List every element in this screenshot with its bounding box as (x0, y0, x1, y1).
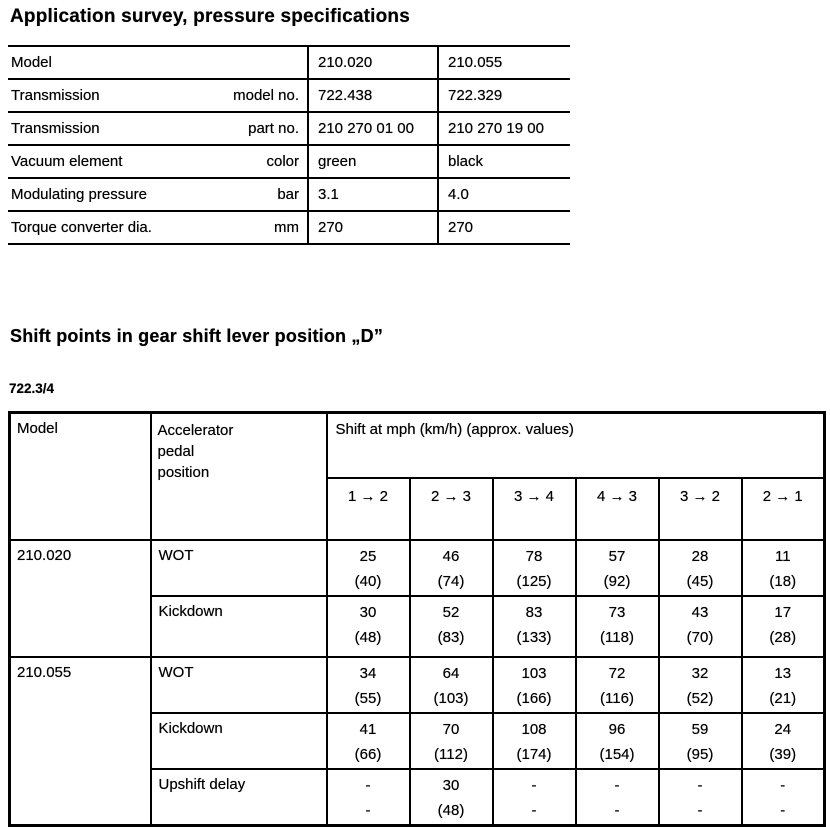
shift-label-cell: 2 → 3 (410, 478, 493, 540)
row-qualifier: mm (274, 219, 299, 236)
shift-value-cell (410, 713, 493, 769)
section-title: Shift points in gear shift lever position „D” (10, 326, 384, 346)
shift-value-cell (493, 540, 576, 596)
kmh-value: (21) (769, 690, 797, 707)
row-qualifier: color (266, 153, 299, 170)
kmh-value: (70) (686, 629, 714, 646)
kmh-value: - (697, 802, 703, 819)
mph-value: 46 (442, 548, 460, 565)
model-cell: 210.020 (10, 540, 151, 657)
kmh-value: (112) (434, 746, 468, 763)
shift-value-cell (327, 713, 410, 769)
kmh-value: - (780, 802, 786, 819)
shift-value-cell (576, 596, 659, 657)
shift-value-cell (327, 596, 410, 657)
shift-value-cell (742, 769, 825, 826)
kmh-value: (116) (600, 690, 634, 707)
spec-value-cell: 722.329 (438, 79, 570, 112)
header-pedal-cell (151, 413, 327, 541)
spec-table (8, 45, 570, 245)
shift-label-cell: 4 → 3 (576, 478, 659, 540)
spec-value-cell: 270 (308, 211, 438, 244)
spec-value-cell: 270 (438, 211, 570, 244)
shift-label-cell: 2 → 1 (742, 478, 825, 540)
row-label: Modulating pressure (11, 186, 147, 203)
row-label: Model (11, 54, 52, 71)
row-qualifier: bar (277, 186, 299, 203)
kmh-value: - (531, 802, 537, 819)
mph-value: 28 (691, 548, 709, 565)
table-row (8, 211, 570, 244)
table-row (8, 46, 570, 79)
spec-value-cell: 210.020 (308, 46, 438, 79)
kmh-value: (39) (769, 746, 797, 763)
shift-value-cell (742, 657, 825, 713)
row-label: Vacuum element (11, 153, 123, 170)
header-span-cell: Shift at mph (km/h) (approx. values) (327, 413, 825, 479)
shift-value-cell (742, 540, 825, 596)
pedal-cell: Upshift delay (151, 769, 327, 826)
shift-value-cell (327, 540, 410, 596)
shift-value-cell (659, 713, 742, 769)
kmh-value: (95) (686, 746, 714, 763)
kmh-value: (133) (516, 629, 552, 646)
row-label: Transmission (11, 87, 100, 104)
table-row (10, 657, 825, 713)
mph-value: 57 (608, 548, 626, 565)
row-qualifier: model no. (233, 87, 299, 104)
spec-value-cell: green (308, 145, 438, 178)
shift-label-cell: 3 → 2 (659, 478, 742, 540)
spec-value-cell: 3.1 (308, 178, 438, 211)
table-row (8, 145, 570, 178)
mph-value: 30 (359, 604, 377, 621)
mph-value: 24 (774, 721, 792, 738)
shift-value-cell (493, 596, 576, 657)
mph-value: 25 (359, 548, 377, 565)
pedal-cell: Kickdown (151, 713, 327, 769)
spec-label-cell (8, 112, 308, 145)
shift-value-cell (576, 657, 659, 713)
mph-value: - (780, 777, 786, 794)
kmh-value: (125) (516, 573, 552, 590)
shift-points-table (8, 411, 826, 827)
pedal-cell: WOT (151, 540, 327, 596)
kmh-value: (48) (437, 802, 465, 819)
shift-value-cell (659, 657, 742, 713)
mph-value: 70 (442, 721, 460, 738)
mph-value: 17 (774, 604, 792, 621)
shift-value-cell (659, 769, 742, 826)
mph-value: 72 (608, 665, 626, 682)
kmh-value: (28) (769, 629, 797, 646)
shift-value-cell (410, 769, 493, 826)
table-row (8, 178, 570, 211)
kmh-value: (55) (354, 690, 382, 707)
mph-value: - (614, 777, 620, 794)
kmh-value: (74) (437, 573, 465, 590)
shift-value-cell (410, 657, 493, 713)
shift-value-cell (659, 540, 742, 596)
header-row (10, 413, 825, 479)
row-label: Transmission (11, 120, 100, 137)
model-cell: 210.055 (10, 657, 151, 826)
spec-value-cell: black (438, 145, 570, 178)
shift-value-cell (576, 769, 659, 826)
table-row (8, 79, 570, 112)
mph-value: 11 (774, 548, 791, 565)
mph-value: 32 (691, 665, 709, 682)
shift-value-cell (493, 713, 576, 769)
shift-value-cell (742, 713, 825, 769)
shift-value-cell (576, 540, 659, 596)
kmh-value: (154) (599, 746, 635, 763)
mph-value: 78 (525, 548, 543, 565)
kmh-value: (48) (354, 629, 382, 646)
mph-value: 73 (608, 604, 626, 621)
kmh-value: (118) (600, 629, 634, 646)
row-label: Torque converter dia. (11, 219, 152, 236)
mph-value: 34 (359, 665, 377, 682)
mph-value: 59 (691, 721, 709, 738)
header-model-cell: Model (10, 413, 151, 541)
spec-label-cell (8, 46, 308, 79)
page-title: Application survey, pressure specifications (10, 6, 410, 27)
kmh-value: (40) (354, 573, 382, 590)
spec-label-cell (8, 211, 308, 244)
row-qualifier: part no. (248, 120, 299, 137)
spec-label-cell (8, 178, 308, 211)
mph-value: - (531, 777, 537, 794)
transmission-code-label: 722.3/4 (9, 381, 55, 396)
table-row (8, 112, 570, 145)
mph-value: 64 (442, 665, 460, 682)
kmh-value: (166) (516, 690, 552, 707)
kmh-value: (174) (516, 746, 552, 763)
pedal-cell: WOT (151, 657, 327, 713)
mph-value: 52 (442, 604, 460, 621)
kmh-value: (52) (686, 690, 714, 707)
kmh-value: (92) (603, 573, 631, 590)
shift-value-cell (493, 657, 576, 713)
pedal-cell: Kickdown (151, 596, 327, 657)
shift-label-cell: 1 → 2 (327, 478, 410, 540)
shift-value-cell (659, 596, 742, 657)
spec-value-cell: 210 270 19 00 (438, 112, 570, 145)
mph-value: 96 (608, 721, 626, 738)
spec-label-cell (8, 145, 308, 178)
mph-value: 108 (521, 721, 547, 738)
kmh-value: (18) (769, 573, 797, 590)
kmh-value: - (365, 802, 371, 819)
kmh-value: (45) (686, 573, 714, 590)
mph-value: - (697, 777, 703, 794)
table-row (10, 540, 825, 596)
shift-value-cell (742, 596, 825, 657)
mph-value: 13 (774, 665, 792, 682)
spec-value-cell: 210 270 01 00 (308, 112, 438, 145)
header-pedal-label: Accelerator pedal position (157, 422, 234, 481)
mph-value: - (365, 777, 371, 794)
shift-value-cell (493, 769, 576, 826)
shift-value-cell (327, 769, 410, 826)
mph-value: 30 (442, 777, 460, 794)
kmh-value: (66) (354, 746, 382, 763)
shift-value-cell (410, 540, 493, 596)
kmh-value: (103) (433, 690, 469, 707)
spec-value-cell: 722.438 (308, 79, 438, 112)
shift-value-cell (327, 657, 410, 713)
spec-value-cell: 210.055 (438, 46, 570, 79)
spec-label-cell (8, 79, 308, 112)
mph-value: 41 (359, 721, 377, 738)
mph-value: 43 (691, 604, 709, 621)
spec-value-cell: 4.0 (438, 178, 570, 211)
kmh-value: - (614, 802, 620, 819)
shift-value-cell (410, 596, 493, 657)
shift-value-cell (576, 713, 659, 769)
mph-value: 103 (521, 665, 547, 682)
kmh-value: (83) (437, 629, 465, 646)
mph-value: 83 (525, 604, 543, 621)
shift-label-cell: 3 → 4 (493, 478, 576, 540)
